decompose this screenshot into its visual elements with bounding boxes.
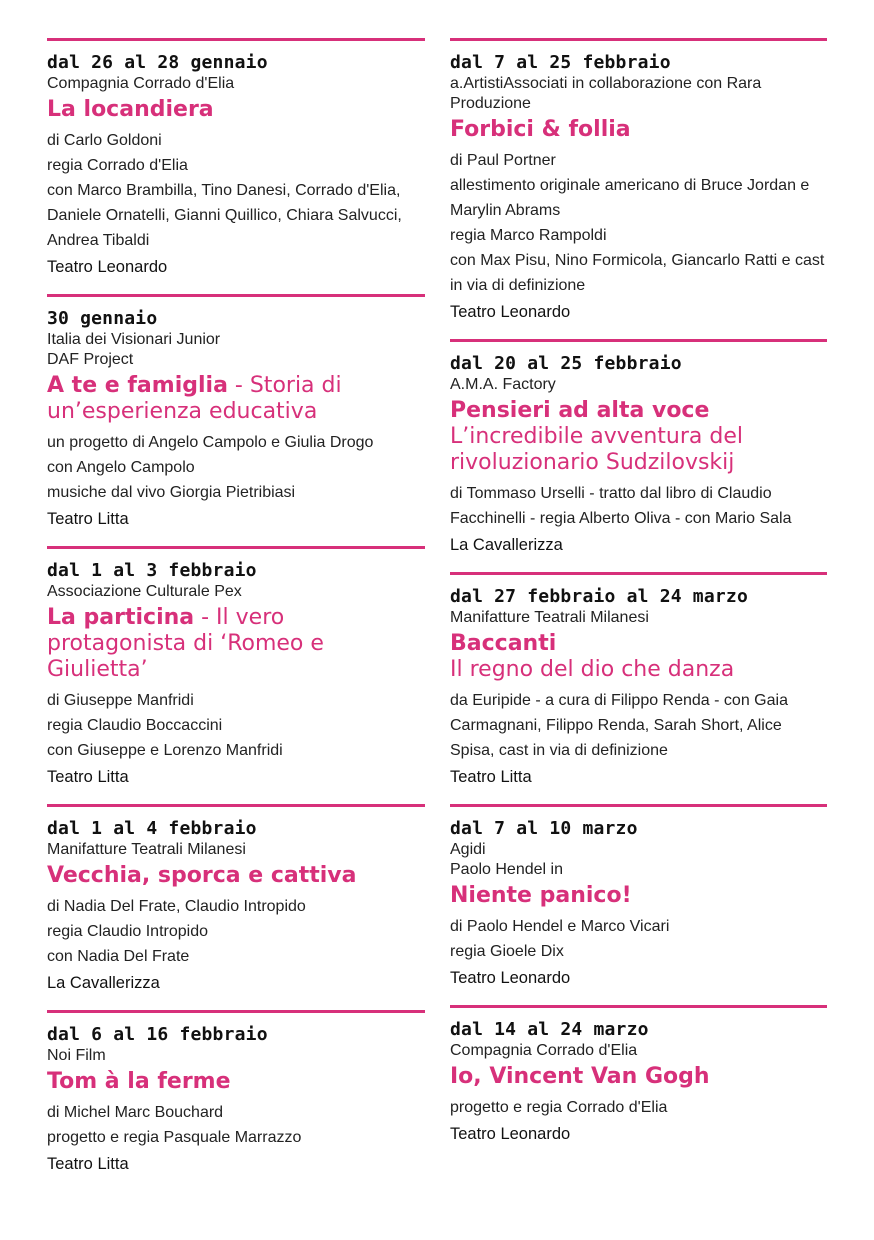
event-company: A.M.A. Factory — [450, 376, 556, 393]
event-credit: progetto e regia Pasquale Marrazzo — [47, 1129, 302, 1146]
event-title-main: La locandiera — [47, 97, 214, 122]
event-listing — [47, 1010, 425, 1183]
event-date: dal 1 al 3 febbraio — [47, 560, 257, 581]
event-credit: di Paul Portner — [450, 152, 556, 169]
event-credit: regia Claudio Intropido — [47, 923, 208, 940]
event-company: Manifatture Teatrali Milanesi — [47, 841, 246, 858]
event-date: dal 20 al 25 febbraio — [450, 353, 682, 374]
event-venue: La Cavallerizza — [450, 536, 563, 554]
event-venue: Teatro Litta — [450, 768, 532, 786]
event-title — [450, 631, 827, 683]
event-venue: Teatro Litta — [47, 1155, 129, 1173]
event-credit: regia Gioele Dix — [450, 943, 564, 960]
event-title — [450, 398, 827, 476]
event-date: dal 27 febbraio al 24 marzo — [450, 586, 748, 607]
event-listing — [450, 1005, 827, 1153]
event-credit: regia Marco Rampoldi — [450, 227, 607, 244]
event-credit: con Angelo Campolo — [47, 459, 195, 476]
event-credit: musiche dal vivo Giorgia Pietribiasi — [47, 484, 296, 501]
event-title-sub: Il regno del dio che danza — [450, 657, 735, 682]
event-venue: Teatro Leonardo — [450, 1125, 571, 1143]
event-title — [47, 605, 425, 683]
event-listing — [47, 546, 425, 796]
event-credit: di Paolo Hendel e Marco Vicari — [450, 918, 670, 935]
right-column — [450, 38, 827, 1161]
event-company: a.ArtistiAssociati in collaborazione con Rara Produzione — [450, 75, 762, 112]
event-title-main: Forbici & follia — [450, 117, 631, 142]
event-credit: con Marco Brambilla, Tino Danesi, Corrado d'Elia, Daniele Ornatelli, Gianni Quillico, Chiara Salvucci, Andrea Tibaldi — [47, 182, 402, 249]
event-title-main: Tom à la ferme — [47, 1069, 231, 1094]
event-title — [450, 883, 827, 909]
event-listing — [450, 38, 827, 331]
event-credit: da Euripide - a cura di Filippo Renda - con Gaia Carmagnani, Filippo Renda, Sarah Short, Alice Spisa, cast in via di definizione — [450, 692, 788, 759]
event-listing — [450, 572, 827, 796]
event-date: dal 6 al 16 febbraio — [47, 1024, 268, 1045]
event-title-main: La particina — [47, 605, 195, 630]
event-company: Compagnia Corrado d'Elia — [47, 75, 235, 92]
event-credit: regia Corrado d'Elia — [47, 157, 188, 174]
event-title-sub: - Storia di un’esperienza educativa — [47, 373, 342, 424]
event-credit: di Tommaso Urselli - tratto dal libro di Claudio Facchinelli - regia Alberto Oliva - con Mario Sala — [450, 485, 792, 527]
event-venue: Teatro Leonardo — [47, 258, 168, 276]
event-credit: di Carlo Goldoni — [47, 132, 162, 149]
event-title — [450, 1064, 827, 1090]
event-company: Agidi — [450, 841, 486, 858]
event-credit: con Max Pisu, Nino Formicola, Giancarlo Ratti e cast in via di definizione — [450, 252, 825, 294]
event-title-main: Baccanti — [450, 631, 557, 656]
event-credit: allestimento originale americano di Bruce Jordan e Marylin Abrams — [450, 177, 810, 219]
event-venue: Teatro Litta — [47, 510, 129, 528]
event-title-main: Pensieri ad alta voce — [450, 398, 710, 423]
event-date: dal 7 al 25 febbraio — [450, 52, 671, 73]
event-credit: di Nadia Del Frate, Claudio Intropido — [47, 898, 306, 915]
event-title-main: Vecchia, sporca e cattiva — [47, 863, 357, 888]
event-company: Italia dei Visionari Junior — [47, 331, 221, 348]
event-credit: progetto e regia Corrado d'Elia — [450, 1099, 668, 1116]
event-title — [47, 373, 425, 425]
event-company: Compagnia Corrado d'Elia — [450, 1042, 638, 1059]
event-title — [47, 1069, 425, 1095]
event-credit: un progetto di Angelo Campolo e Giulia Drogo — [47, 434, 374, 451]
event-venue: Teatro Leonardo — [450, 303, 571, 321]
event-listing — [47, 38, 425, 286]
event-credit: con Giuseppe e Lorenzo Manfridi — [47, 742, 283, 759]
event-title-sub: L’incredibile avventura del rivoluzionario Sudzilovskij — [450, 424, 743, 475]
left-column — [47, 38, 425, 1191]
event-venue: La Cavallerizza — [47, 974, 160, 992]
event-company: DAF Project — [47, 351, 134, 368]
event-title — [450, 117, 827, 143]
event-listing — [450, 804, 827, 997]
event-company: Noi Film — [47, 1047, 106, 1064]
event-venue: Teatro Leonardo — [450, 969, 571, 987]
event-title — [47, 97, 425, 123]
event-listing — [450, 339, 827, 564]
event-date: dal 26 al 28 gennaio — [47, 52, 268, 73]
event-company: Paolo Hendel in — [450, 861, 563, 878]
event-credit: regia Claudio Boccaccini — [47, 717, 223, 734]
event-date: 30 gennaio — [47, 308, 158, 329]
event-credit: di Giuseppe Manfridi — [47, 692, 194, 709]
event-listing — [47, 804, 425, 1002]
event-company: Manifatture Teatrali Milanesi — [450, 609, 649, 626]
event-listing — [47, 294, 425, 538]
event-title-main: Niente panico! — [450, 883, 632, 908]
event-title — [47, 863, 425, 889]
event-date: dal 14 al 24 marzo — [450, 1019, 649, 1040]
event-title-sub: - Il vero protagonista di ‘Romeo e Giulietta’ — [47, 605, 324, 682]
event-title-main: A te e famiglia — [47, 373, 228, 398]
event-venue: Teatro Litta — [47, 768, 129, 786]
event-company: Associazione Culturale Pex — [47, 583, 242, 600]
event-date: dal 1 al 4 febbraio — [47, 818, 257, 839]
event-credit: con Nadia Del Frate — [47, 948, 190, 965]
event-date: dal 7 al 10 marzo — [450, 818, 638, 839]
event-title-main: Io, Vincent Van Gogh — [450, 1064, 710, 1089]
event-credit: di Michel Marc Bouchard — [47, 1104, 224, 1121]
